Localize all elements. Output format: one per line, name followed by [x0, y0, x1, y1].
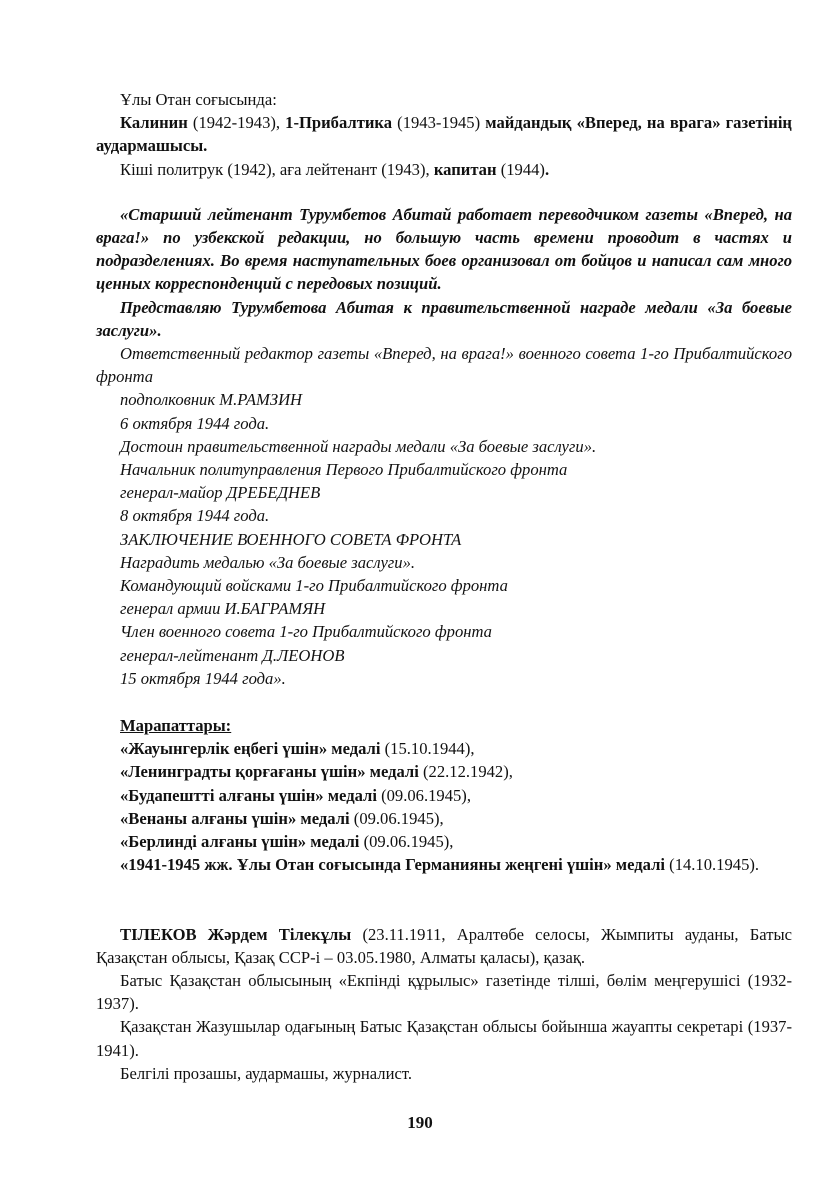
award-item: [96, 853, 792, 876]
award-date: (09.06.1945),: [359, 832, 454, 852]
bio-line: Қазақстан Жазушылар одағының Батыс Қазақстан облысы бойынша жауапты секретарі (1937-1941).: [96, 1017, 792, 1060]
award-sheet-line: 15 октября 1944 года».: [120, 668, 286, 688]
award-sheet-presentation: Представляю Турумбетова Абитая к правительственной награде медали «За боевые заслуги».: [96, 297, 792, 340]
bio-line: Белгілі прозашы, аудармашы, журналист.: [120, 1063, 412, 1083]
award-name: «1941-1945 жж. Ұлы Отан соғысында Германияны жеңгені үшін» медалі: [120, 855, 666, 875]
document-body: [96, 88, 792, 1085]
page-number: 190: [407, 1113, 433, 1132]
award-sheet-line: 6 октября 1944 года.: [120, 413, 270, 433]
award-item: [96, 807, 792, 830]
award-date: (22.12.1942),: [418, 762, 513, 782]
award-sheet-line: генерал-майор ДРЕБЕДНЕВ: [120, 483, 321, 503]
rank-captain: капитан: [433, 159, 497, 179]
award-sheet-line: Достоин правительственной награды медали «За боевые заслуги».: [120, 436, 597, 456]
award-name: «Берлинді алғаны үшін» медалі: [120, 832, 360, 852]
awards-heading-text: Марапаттары:: [120, 716, 232, 736]
ww2-heading: Ұлы Отан соғысында:: [120, 90, 277, 109]
service-years-2: (1943-1945): [392, 113, 486, 133]
person-name: ТІЛЕКОВ Жәрдем Тілекұлы: [120, 924, 352, 944]
bio-line: Батыс Қазақстан облысының «Екпінді құрылыс» газетінде тілші, бөлім меңгерушісі (1932-1937).: [96, 970, 792, 1014]
award-date: (09.06.1945),: [376, 785, 471, 805]
ww2-service: [96, 111, 792, 157]
award-name: «Жауынгерлік еңбегі үшін» медалі: [120, 739, 381, 759]
award-name: «Венаны алғаны үшін» медалі: [120, 808, 350, 828]
award-item: [96, 784, 792, 807]
award-sheet-quote: «Старший лейтенант Турумбетов Абитай работает переводчиком газеты «Вперед, на врага!» по узбекской редакции, но большую часть времени проводит в частях и подразделениях. Во время наступательных боев организовал от бойцов и написал сам много ценных корреспонденций с передовых позиций.: [96, 204, 792, 294]
service-years-1: (1942-1943),: [187, 113, 286, 133]
award-date: (15.10.1944),: [380, 739, 475, 759]
award-sheet-line: Начальник политуправления Первого Прибалтийского фронта: [120, 460, 568, 480]
award-sheet-line: генерал-лейтенант Д.ЛЕОНОВ: [120, 645, 345, 665]
award-sheet-line: Наградить медалью «За боевые заслуги».: [120, 552, 416, 572]
award-item: [96, 830, 792, 853]
award-item: [96, 737, 792, 760]
award-sheet-line: Ответственный редактор газеты «Вперед, на врага!» военного совета 1-го Прибалтийского фронта: [96, 344, 792, 387]
rank-captain-year: (1944): [496, 159, 545, 179]
award-date: (09.06.1945),: [349, 808, 444, 828]
front-kalinin: Калинин: [120, 113, 188, 133]
ranks-period: .: [544, 159, 550, 179]
award-date: (14.10.1945).: [665, 855, 760, 875]
award-sheet-line: подполковник М.РАМЗИН: [120, 390, 303, 410]
award-sheet-line: 8 октября 1944 года.: [120, 506, 270, 526]
service-role: майдандық «Вперед, на врага» газетінің аудармашысы.: [96, 113, 792, 156]
award-sheet-line: Командующий войсками 1-го Прибалтийского фронта: [120, 576, 508, 596]
ranks-text: Кіші политрук (1942), аға лейтенант (1943),: [120, 159, 434, 179]
award-sheet-line: ЗАКЛЮЧЕНИЕ ВОЕННОГО СОВЕТА ФРОНТА: [120, 529, 462, 549]
award-name: «Ленинградты қорғағаны үшін» медалі: [120, 762, 419, 782]
awards-heading: [96, 714, 792, 737]
front-baltic: 1-Прибалтика: [285, 113, 393, 133]
bio-intro: [96, 923, 792, 969]
ww2-ranks: [96, 158, 792, 181]
award-sheet-line: генерал армии И.БАГРАМЯН: [120, 599, 326, 619]
award-item: [96, 760, 792, 783]
bio-intro-text: (23.11.1911, Аралтөбе селосы, Жымпиты ауданы, Батыс Қазақстан облысы, Қазақ ССР-і – 03.05.1980, Алматы қаласы), қазақ.: [96, 924, 793, 967]
award-name: «Будапештті алғаны үшін» медалі: [120, 785, 377, 805]
award-sheet-line: Член военного совета 1-го Прибалтийского фронта: [120, 622, 492, 642]
